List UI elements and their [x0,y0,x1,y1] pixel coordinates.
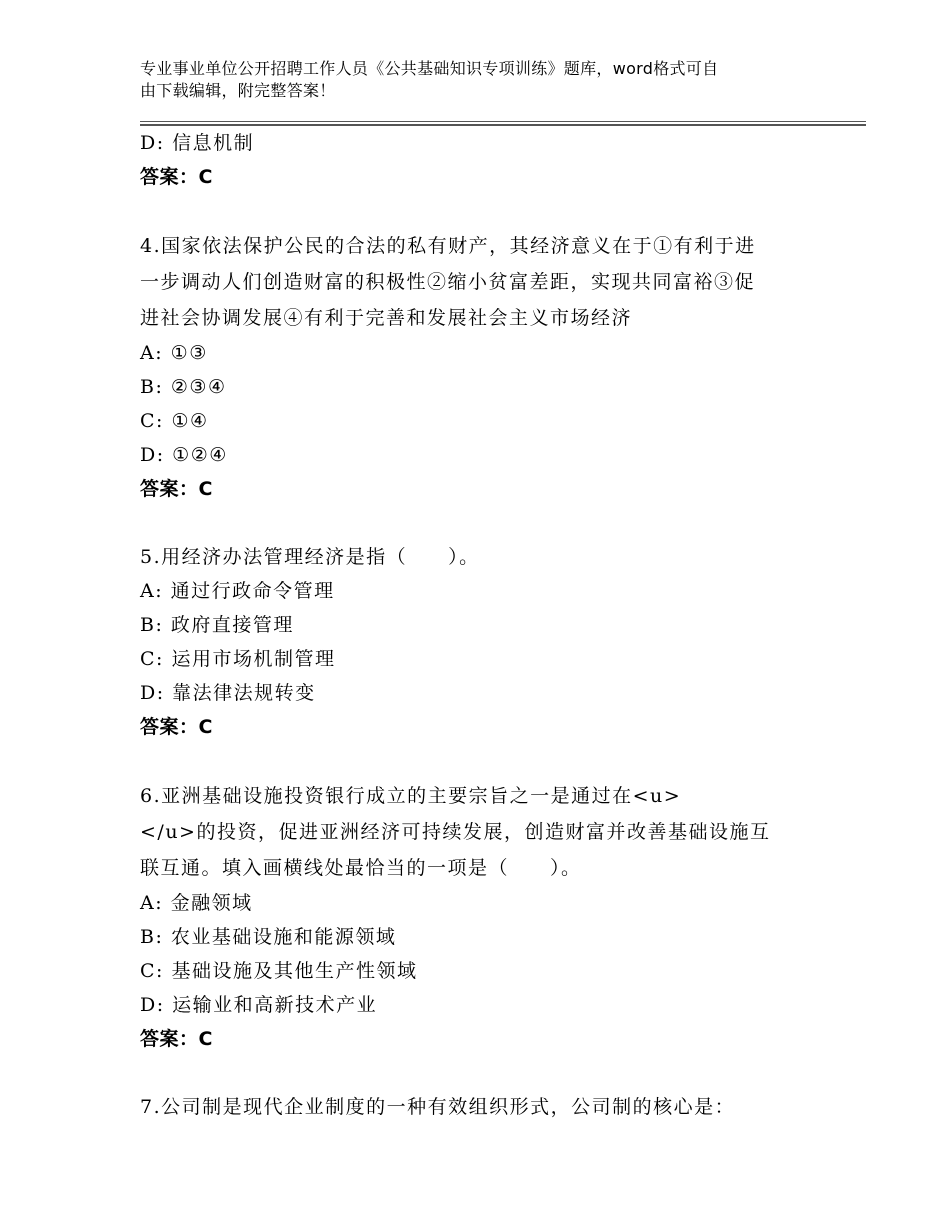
q5-option-a: A: 通过行政命令管理 [140,580,335,602]
q4-option-c: C: ①④ [140,410,209,432]
question-list [140,126,830,1124]
q6-option-a: A: 金融领域 [140,892,253,914]
q5-option-d: D: 靠法律法规转变 [140,682,316,704]
q5-stem: 5.用经济办法管理经济是指（ ）。 [140,546,480,568]
page-header [140,58,820,102]
q6-stem [140,778,830,886]
q4-option-a: A: ①③ [140,342,208,364]
q5-option-b: B: 政府直接管理 [140,614,294,636]
q6-stem-line-2: </u>的投资，促进亚洲经济可持续发展，创造财富并改善基础设施互 [140,821,771,843]
q4-answer: 答案：C [140,478,213,500]
q4-stem-line-3: 进社会协调发展④有利于完善和发展社会主义市场经济 [140,307,633,329]
header-line-2: 由下载编辑，附完整答案！ [140,81,336,100]
q5-option-c: C: 运用市场机制管理 [140,648,336,670]
q4-stem [140,228,830,336]
spacer [140,506,830,540]
q3-option-d: D: 信息机制 [140,132,255,154]
q6-option-d: D: 运输业和高新技术产业 [140,994,378,1016]
header-line-1: 专业事业单位公开招聘工作人员《公共基础知识专项训练》题库，word格式可自 [140,59,719,78]
q6-answer: 答案：C [140,1028,213,1050]
q6-option-c: C: 基础设施及其他生产性领域 [140,960,418,982]
q4-stem-line-1: 4.国家依法保护公民的合法的私有财产，其经济意义在于①有利于进 [140,235,756,257]
spacer [140,744,830,778]
q6-option-b: B: 农业基础设施和能源领域 [140,926,397,948]
q7-stem: 7.公司制是现代企业制度的一种有效组织形式，公司制的核心是： [140,1096,736,1118]
q4-option-b: B: ②③④ [140,376,227,398]
q4-stem-line-2: 一步调动人们创造财富的积极性②缩小贫富差距，实现共同富裕③促 [140,271,756,293]
q6-stem-line-3: 联互通。填入画横线处最恰当的一项是（ ）。 [140,857,582,879]
q6-stem-line-1: 6.亚洲基础设施投资银行成立的主要宗旨之一是通过在<u> [140,785,682,807]
spacer [140,194,830,228]
q4-option-d: D: ①②④ [140,444,228,466]
spacer [140,1056,830,1090]
q5-answer: 答案：C [140,716,213,738]
q3-answer: 答案：C [140,166,213,188]
